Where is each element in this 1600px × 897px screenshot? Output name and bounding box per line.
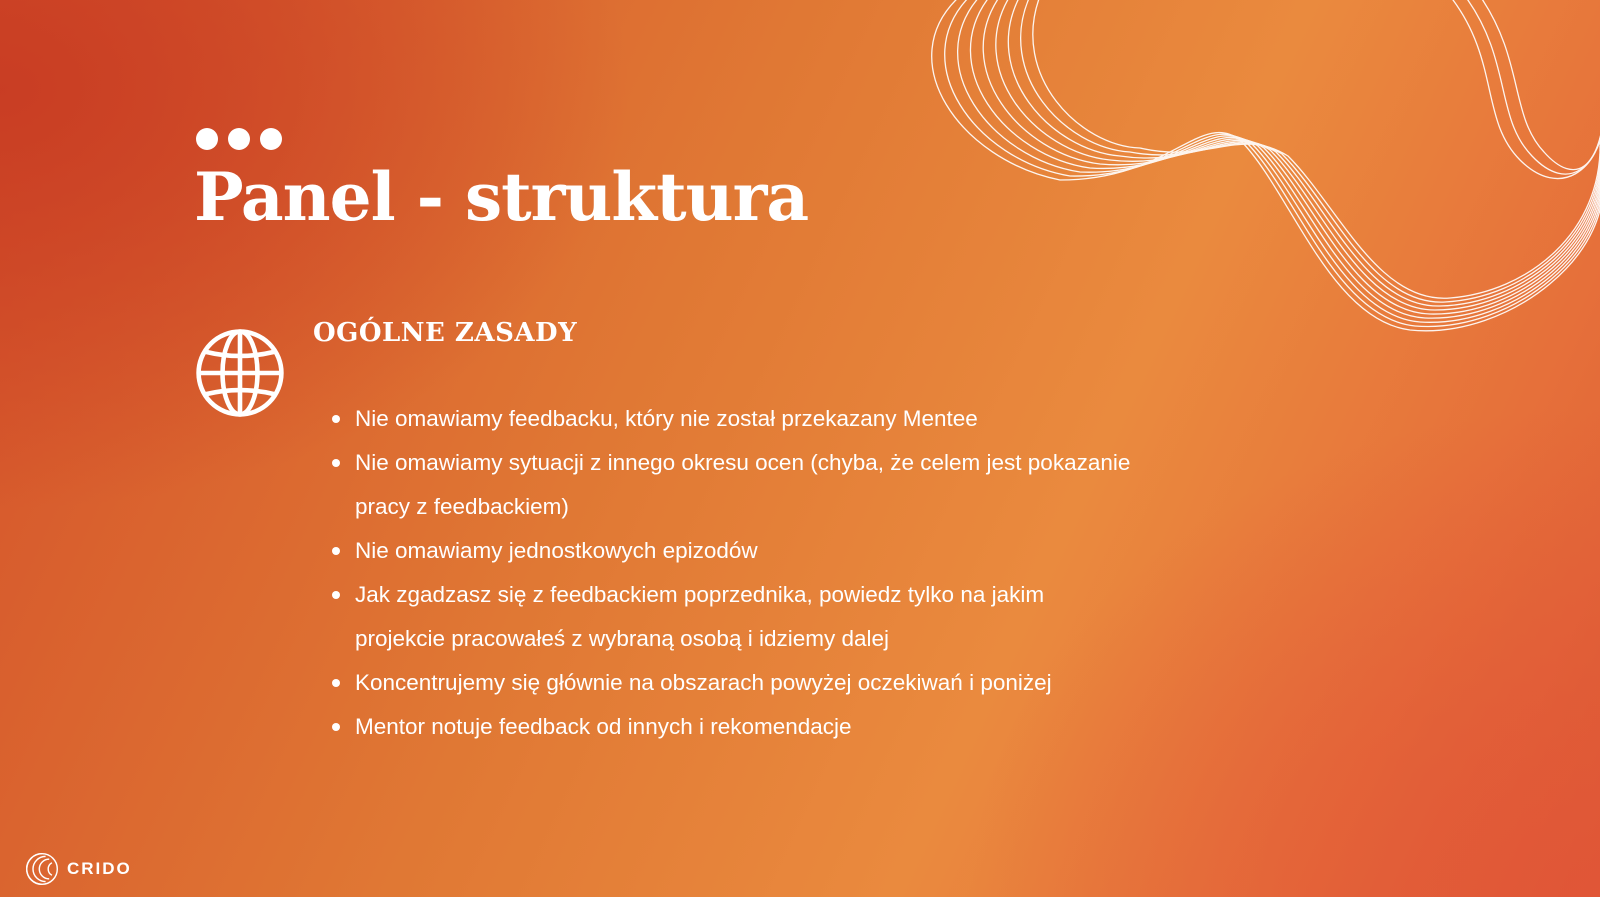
list-item: Nie omawiamy feedbacku, który nie został przekazany Mentee [332, 397, 1132, 441]
dot [260, 128, 282, 150]
list-item: Nie omawiamy sytuacji z innego okresu ocen (chyba, że celem jest pokazanie pracy z feedbackiem) [332, 441, 1132, 529]
rules-list [332, 397, 1132, 749]
slide-title: Panel - struktura [194, 158, 809, 236]
dot [228, 128, 250, 150]
globe-icon [194, 327, 286, 419]
section-heading: OGÓLNE ZASADY [313, 318, 578, 348]
brand-name: CRIDO [67, 859, 132, 878]
dot [196, 128, 218, 150]
brand-logo [24, 851, 132, 887]
crido-logo-icon [24, 851, 60, 887]
list-item: Mentor notuje feedback od innych i rekomendacje [332, 705, 1132, 749]
list-item: Koncentrujemy się głównie na obszarach powyżej oczekiwań i poniżej [332, 661, 1132, 705]
list-item: Nie omawiamy jednostkowych epizodów [332, 529, 1132, 573]
three-dots-icon [196, 128, 282, 150]
list-item: Jak zgadzasz się z feedbackiem poprzednika, powiedz tylko na jakim projekcie pracowałeś z wybraną osobą i idziemy dalej [332, 573, 1132, 661]
